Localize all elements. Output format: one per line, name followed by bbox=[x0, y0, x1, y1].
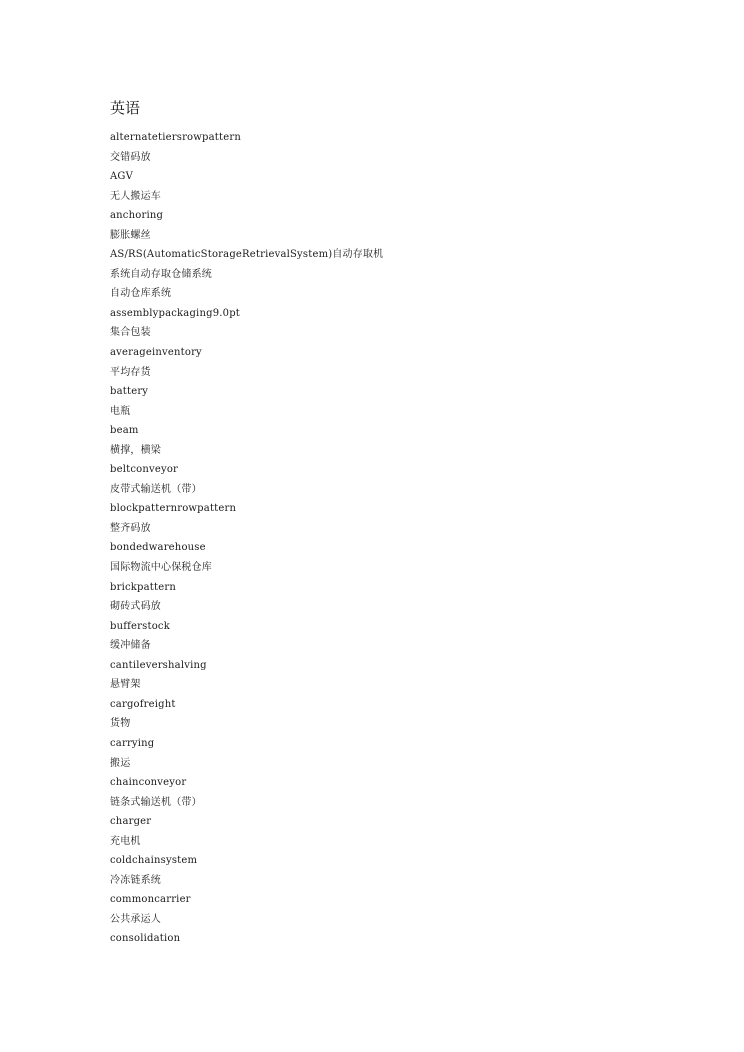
term-line: 砌砖式码放 bbox=[110, 601, 161, 613]
term-line: brickpattern bbox=[110, 581, 176, 593]
term-line: 冷冻链系统 bbox=[110, 874, 161, 886]
term-line: bondedwarehouse bbox=[110, 542, 206, 554]
term-line: 国际物流中心保税仓库 bbox=[110, 562, 212, 574]
term-line: 货物 bbox=[110, 718, 131, 730]
term-line: AS/RS(AutomaticStorageRetrievalSystem)自动存取机 bbox=[110, 249, 384, 261]
term-line: 自动仓库系统 bbox=[110, 288, 172, 300]
term-line: 交错码放 bbox=[110, 151, 151, 163]
term-line: anchoring bbox=[110, 210, 164, 222]
term-line: 搬运 bbox=[110, 757, 131, 769]
term-line: cantilevershalving bbox=[110, 659, 207, 671]
term-line: 集合包装 bbox=[110, 327, 151, 339]
term-line: 链条式输送机（带） bbox=[110, 796, 202, 808]
term-list bbox=[110, 128, 383, 949]
term-line: carrying bbox=[110, 737, 155, 749]
term-line: commoncarrier bbox=[110, 894, 191, 906]
term-line: assemblypackaging9.0pt bbox=[110, 307, 241, 319]
term-line: AGV bbox=[110, 171, 134, 183]
term-line: coldchainsystem bbox=[110, 855, 198, 867]
term-line: 缓冲储备 bbox=[110, 640, 151, 652]
term-line: averageinventory bbox=[110, 347, 202, 359]
term-line: blockpatternrowpattern bbox=[110, 503, 237, 515]
term-line: 充电机 bbox=[110, 835, 141, 847]
term-line: 电瓶 bbox=[110, 405, 131, 417]
term-line: 整齐码放 bbox=[110, 522, 151, 534]
term-line: 膨胀螺丝 bbox=[110, 229, 151, 241]
term-line: cargofreight bbox=[110, 698, 176, 710]
term-line: 无人搬运车 bbox=[110, 190, 161, 202]
term-line: alternatetiersrowpattern bbox=[110, 132, 241, 143]
term-line: 悬臂架 bbox=[110, 679, 141, 691]
term-line: charger bbox=[110, 816, 152, 828]
term-line: chainconveyor bbox=[110, 777, 187, 789]
term-line: 皮带式输送机（带） bbox=[110, 483, 202, 495]
section-heading: 英语 bbox=[110, 99, 141, 117]
term-line: 系统自动存取仓储系统 bbox=[110, 268, 212, 280]
term-line: beam bbox=[110, 425, 139, 437]
term-line: battery bbox=[110, 386, 149, 398]
term-line: 平均存货 bbox=[110, 366, 151, 378]
term-line: beltconveyor bbox=[110, 464, 179, 476]
term-line: consolidation bbox=[110, 933, 181, 945]
term-line: 横撑，横梁 bbox=[110, 444, 161, 456]
term-line: bufferstock bbox=[110, 620, 170, 632]
term-line: 公共承运人 bbox=[110, 913, 161, 925]
